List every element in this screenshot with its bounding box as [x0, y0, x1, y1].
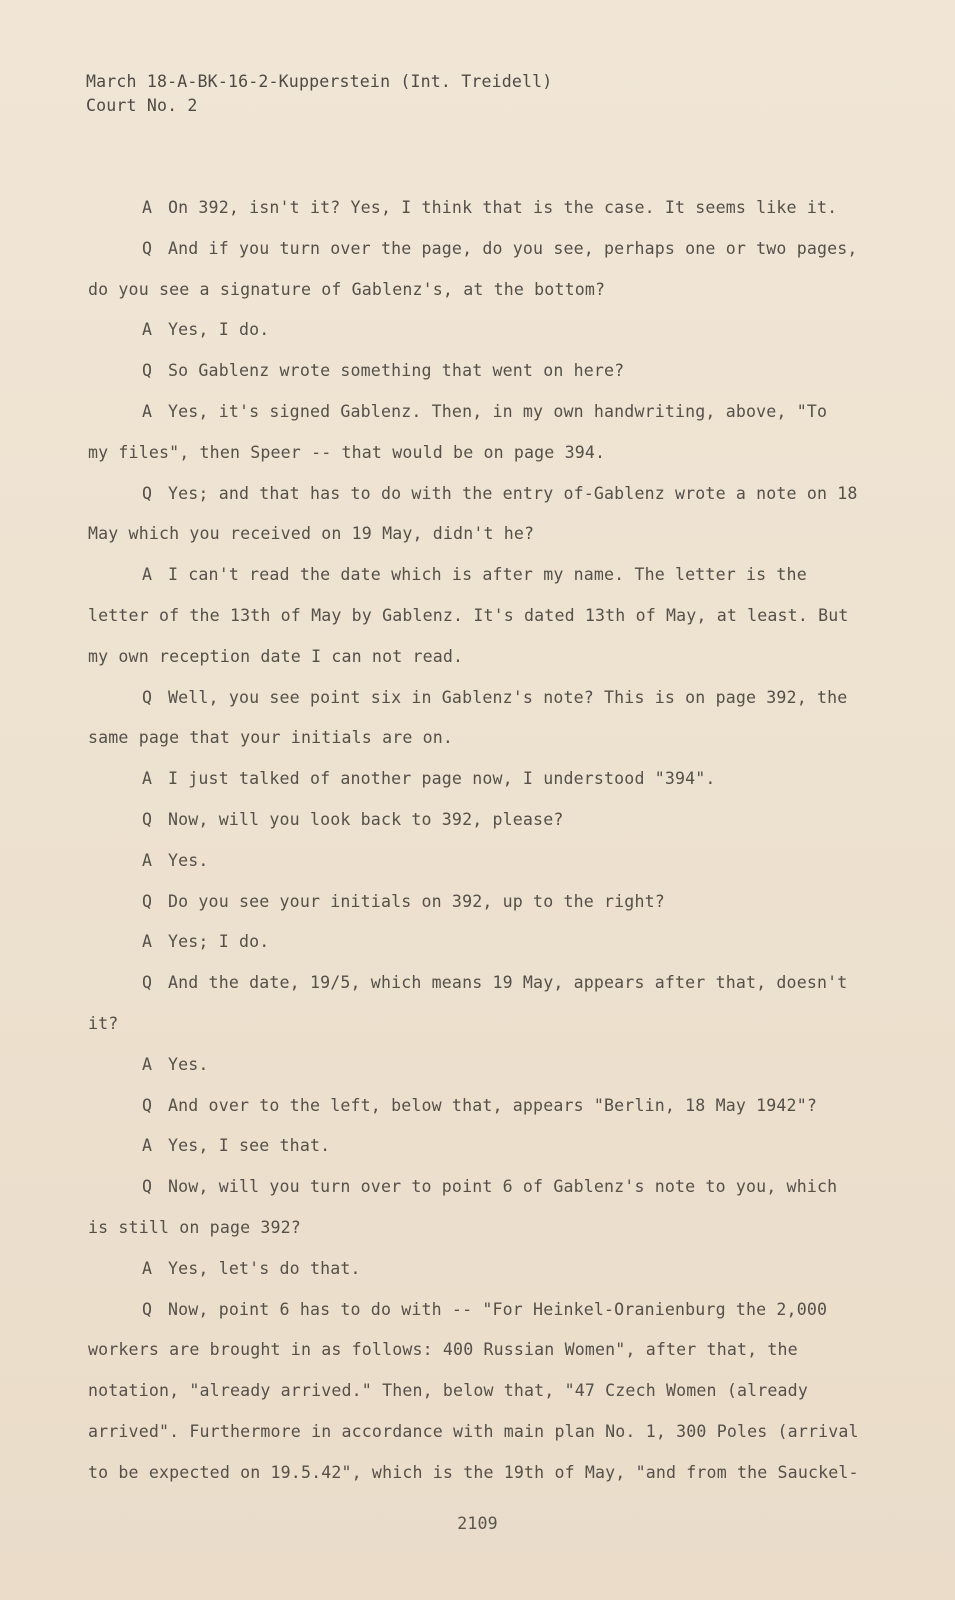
- speaker-label: A: [142, 1258, 153, 1278]
- line-text: Yes, I do.: [168, 320, 270, 340]
- line-text: Do you see your initials on 392, up to the right?: [168, 891, 665, 911]
- transcript-line: [88, 637, 878, 678]
- transcript-line: [88, 1126, 878, 1167]
- transcript-line: [88, 759, 878, 800]
- line-text: I just talked of another page now, I understood "394".: [168, 769, 716, 789]
- transcript-line: [88, 229, 878, 270]
- line-text: May which you received on 19 May, didn't he?: [88, 524, 535, 544]
- transcript-line: [88, 474, 878, 515]
- speaker-label: A: [142, 850, 153, 870]
- line-text: And over to the left, below that, appears "Berlin, 18 May 1942"?: [168, 1095, 817, 1115]
- line-text: is still on page 392?: [88, 1217, 301, 1237]
- transcript-line: [88, 922, 878, 963]
- transcript-line: [88, 351, 878, 392]
- line-text: Yes, let's do that.: [168, 1258, 361, 1278]
- line-text: workers are brought in as follows: 400 Russian Women", after that, the: [88, 1340, 798, 1360]
- header-case-reference: March 18-A-BK-16-2-Kupperstein (Int. Treidell): [86, 72, 553, 91]
- transcript-line: [88, 1412, 878, 1453]
- line-text: And if you turn over the page, do you see, perhaps one or two pages,: [168, 238, 858, 258]
- document-header: [86, 70, 552, 118]
- speaker-label: Q: [142, 687, 153, 707]
- transcript-line: [88, 555, 878, 596]
- line-text: letter of the 13th of May by Gablenz. It's dated 13th of May, at least. But: [88, 605, 849, 625]
- transcript-line: [88, 718, 878, 759]
- line-text: I can't read the date which is after my name. The letter is the: [168, 565, 807, 585]
- transcript-line: [88, 1004, 878, 1045]
- speaker-label: Q: [142, 483, 153, 503]
- speaker-label: Q: [142, 1177, 153, 1197]
- line-text: arrived". Furthermore in accordance with main plan No. 1, 300 Poles (arrival: [88, 1421, 859, 1441]
- transcript-line: [88, 1249, 878, 1290]
- transcript-body: [88, 188, 878, 1494]
- speaker-label: A: [142, 565, 153, 585]
- line-text: to be expected on 19.5.42", which is the 19th of May, "and from the Sauckel-: [88, 1462, 859, 1482]
- transcript-line: [88, 514, 878, 555]
- transcript-line: [88, 1086, 878, 1127]
- line-text: Now, will you turn over to point 6 of Gablenz's note to you, which: [168, 1177, 838, 1197]
- line-text: do you see a signature of Gablenz's, at the bottom?: [88, 279, 606, 299]
- transcript-line: [88, 270, 878, 311]
- transcript-line: [88, 433, 878, 474]
- speaker-label: Q: [142, 809, 153, 829]
- speaker-label: Q: [142, 1095, 153, 1115]
- transcript-line: [88, 188, 878, 229]
- transcript-line: [88, 392, 878, 433]
- transcript-line: [88, 963, 878, 1004]
- transcript-line: [88, 310, 878, 351]
- line-text: Yes.: [168, 1054, 209, 1074]
- transcript-line: [88, 596, 878, 637]
- transcript-line: [88, 1167, 878, 1208]
- line-text: my files", then Speer -- that would be on page 394.: [88, 442, 606, 462]
- header-court-number: Court No. 2: [86, 96, 198, 115]
- speaker-label: Q: [142, 238, 153, 258]
- transcript-line: [88, 1330, 878, 1371]
- transcript-line: [88, 800, 878, 841]
- line-text: Well, you see point six in Gablenz's note? This is on page 392, the: [168, 687, 848, 707]
- speaker-label: A: [142, 320, 153, 340]
- speaker-label: A: [142, 932, 153, 952]
- line-text: it?: [88, 1013, 119, 1033]
- speaker-label: A: [142, 198, 153, 217]
- line-text: So Gablenz wrote something that went on here?: [168, 361, 625, 381]
- transcript-line: [88, 678, 878, 719]
- transcript-line: [88, 1208, 878, 1249]
- line-text: Yes, it's signed Gablenz. Then, in my own handwriting, above, "To: [168, 401, 828, 421]
- line-text: Yes; and that has to do with the entry of-Gablenz wrote a note on 18: [168, 483, 858, 503]
- line-text: same page that your initials are on.: [88, 728, 454, 748]
- page-number: 2109: [457, 1514, 498, 1533]
- speaker-label: Q: [142, 891, 153, 911]
- speaker-label: Q: [142, 1299, 153, 1319]
- speaker-label: A: [142, 1054, 153, 1074]
- line-text: And the date, 19/5, which means 19 May, appears after that, doesn't: [168, 973, 848, 993]
- line-text: On 392, isn't it? Yes, I think that is the case. It seems like it.: [168, 198, 838, 217]
- line-text: notation, "already arrived." Then, below that, "47 Czech Women (already: [88, 1381, 808, 1401]
- speaker-label: A: [142, 769, 153, 789]
- speaker-label: Q: [142, 361, 153, 381]
- line-text: Now, point 6 has to do with -- "For Heinkel-Oranienburg the 2,000: [168, 1299, 828, 1319]
- transcript-line: [88, 1371, 878, 1412]
- line-text: Yes.: [168, 850, 209, 870]
- line-text: Now, will you look back to 392, please?: [168, 809, 564, 829]
- transcript-line: [88, 1290, 878, 1331]
- transcript-line: [88, 882, 878, 923]
- line-text: Yes, I see that.: [168, 1136, 331, 1156]
- speaker-label: A: [142, 401, 153, 421]
- line-text: Yes; I do.: [168, 932, 270, 952]
- line-text: my own reception date I can not read.: [88, 646, 464, 666]
- speaker-label: Q: [142, 973, 153, 993]
- speaker-label: A: [142, 1136, 153, 1156]
- transcript-line: [88, 1453, 878, 1494]
- transcript-line: [88, 841, 878, 882]
- transcript-line: [88, 1045, 878, 1086]
